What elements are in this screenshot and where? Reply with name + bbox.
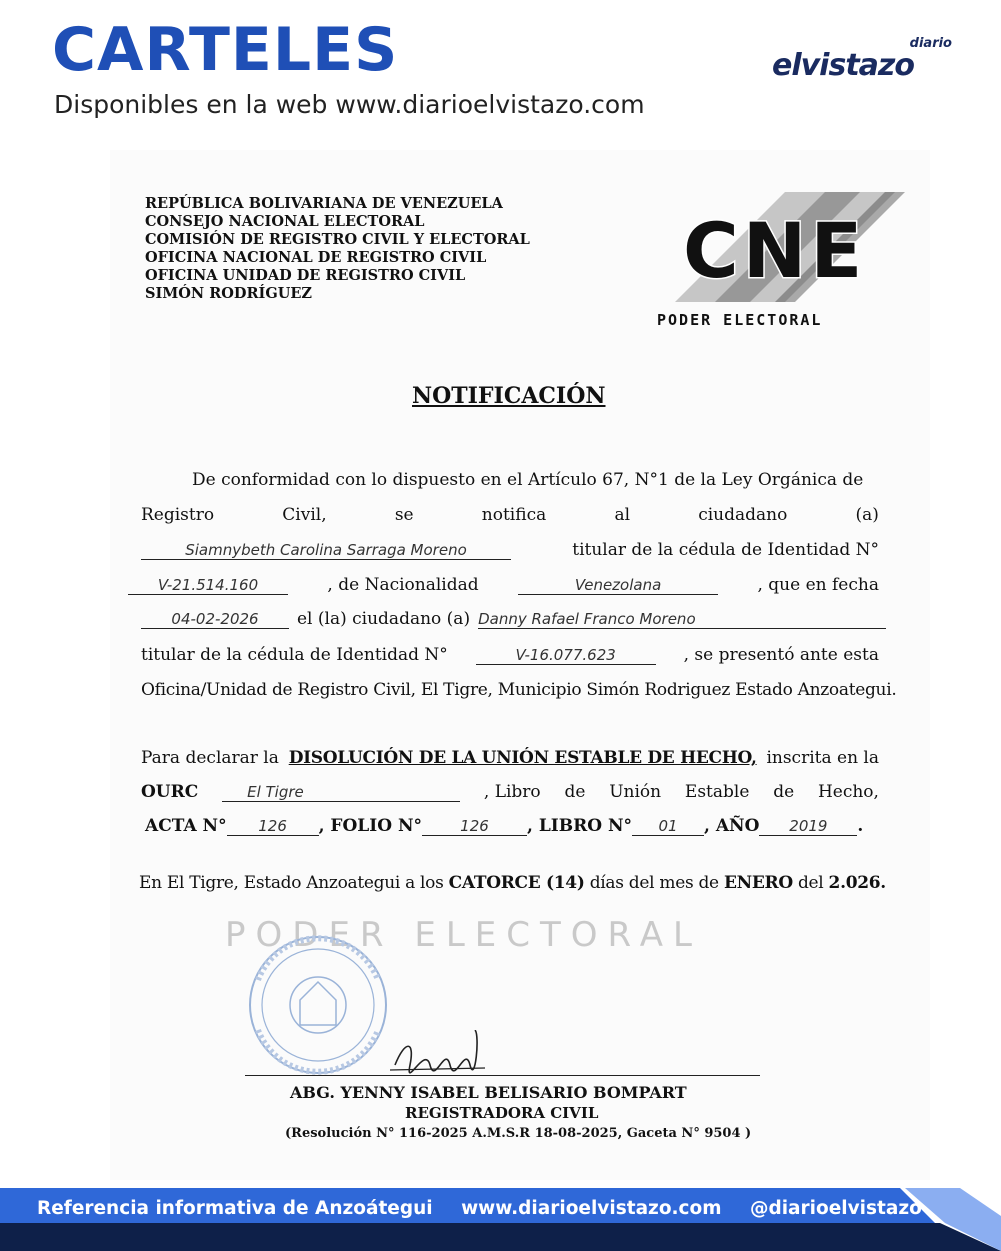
body-text: , de Nacionalidad (327, 575, 479, 595)
body-text: Para declarar la (141, 748, 279, 768)
nationality-field: Venezolana (518, 576, 718, 595)
body-word: notifica (481, 505, 547, 525)
logo-main-text: elvistazo (772, 48, 914, 83)
body-text: titular de la cédula de Identidad N° (141, 645, 448, 665)
period: . (857, 816, 864, 836)
body-text: , que en fecha (757, 575, 879, 595)
cne-logo (655, 182, 905, 332)
body-line (139, 873, 886, 893)
cne-caption: PODER ELECTORAL (657, 311, 823, 329)
body-word: al (614, 505, 631, 525)
month-text: ENERO (723, 873, 793, 893)
footer-reference: Referencia informativa de Anzoátegui (37, 1198, 433, 1219)
institution-line: REPÚBLICA BOLIVARIANA DE VENEZUELA (145, 195, 503, 212)
other-name-field: Danny Rafael Franco Moreno (478, 610, 886, 629)
folio-field: 126 (422, 817, 527, 836)
body-word: Unión (609, 782, 662, 802)
footer-website-link[interactable]: www.diarioelvistazo.com (461, 1198, 722, 1219)
body-word: , Libro (483, 782, 541, 802)
day-text: CATORCE (14) (448, 873, 585, 893)
citizen-id-field: V-21.514.160 (128, 576, 288, 595)
acta-label: ACTA N° (145, 816, 227, 836)
body-text: días del mes de (589, 873, 719, 893)
body-line: De conformidad con lo dispuesto en el Artículo 67, N°1 de la Ley Orgánica de (192, 470, 864, 490)
body-line (141, 748, 879, 768)
body-text: , se presentó ante esta (683, 645, 879, 665)
date-field: 04-02-2026 (141, 610, 289, 629)
anio-field: 2019 (759, 817, 857, 836)
signature-line (245, 1075, 760, 1076)
body-word: Civil, (282, 505, 327, 525)
institution-header (145, 195, 530, 303)
body-text: inscrita en la (766, 748, 879, 768)
institution-line: OFICINA NACIONAL DE REGISTRO CIVIL (145, 249, 487, 266)
body-word: de (564, 782, 586, 802)
body-text: el (la) ciudadano (a) (297, 609, 471, 629)
signer-name: ABG. YENNY ISABEL BELISARIO BOMPART (290, 1083, 687, 1102)
body-word: Estable (684, 782, 750, 802)
document-title: NOTIFICACIÓN (412, 383, 606, 409)
body-word: Registro (141, 505, 215, 525)
institution-line: SIMÓN RODRÍGUEZ (145, 285, 312, 302)
year-text: 2.026. (828, 873, 886, 893)
body-line: Oficina/Unidad de Registro Civil, El Tigre, Municipio Simón Rodriguez Estado Anzoategui. (141, 680, 897, 700)
dissolution-text: DISOLUCIÓN DE LA UNIÓN ESTABLE DE HECHO, (288, 748, 757, 768)
page-title: CARTELES (52, 15, 399, 85)
anio-label: , AÑO (704, 816, 760, 836)
libro-label: , LIBRO N° (526, 816, 632, 836)
page-subtitle: Disponibles en la web www.diarioelvistazo.com (54, 90, 645, 119)
footer-handle-link[interactable]: @diarioelvistazo (749, 1198, 922, 1219)
handwritten-signature (385, 1030, 495, 1080)
body-line (141, 540, 879, 560)
body-word: (a) (855, 505, 879, 525)
watermark-text: PODER ELECTORAL (225, 915, 702, 955)
ourc-label: OURC (141, 782, 199, 802)
body-line (141, 505, 879, 525)
other-id-field: V-16.077.623 (476, 646, 656, 665)
body-text: titular de la cédula de Identidad N° (572, 540, 879, 560)
body-word: de (773, 782, 795, 802)
body-line (141, 645, 879, 665)
body-text: del (797, 873, 824, 893)
citizen-name-field: Siamnybeth Carolina Sarraga Moreno (141, 541, 511, 560)
signer-resolution: (Resolución N° 116-2025 A.M.S.R 18-08-2025, Gaceta N° 9504 ) (285, 1126, 752, 1141)
body-line (128, 575, 879, 595)
folio-label: , FOLIO N° (318, 816, 422, 836)
libro-field: 01 (632, 817, 704, 836)
brand-logo (772, 36, 952, 86)
signer-role: REGISTRADORA CIVIL (405, 1104, 599, 1122)
footer-text (37, 1198, 944, 1219)
ourc-field: El Tigre (222, 783, 460, 802)
body-line (145, 816, 863, 836)
body-line (141, 782, 879, 802)
cne-letters: CNE (683, 206, 867, 295)
body-word: Hecho, (817, 782, 879, 802)
body-word: se (394, 505, 414, 525)
institution-line: COMISIÓN DE REGISTRO CIVIL Y ELECTORAL (145, 231, 530, 248)
institution-line: OFICINA UNIDAD DE REGISTRO CIVIL (145, 267, 466, 284)
body-text: En El Tigre, Estado Anzoategui a los (139, 873, 444, 893)
body-word: ciudadano (698, 505, 788, 525)
logo-small-text: diario (909, 36, 952, 51)
institution-line: CONSEJO NACIONAL ELECTORAL (145, 213, 425, 230)
body-line (141, 609, 886, 629)
acta-field: 126 (227, 817, 319, 836)
